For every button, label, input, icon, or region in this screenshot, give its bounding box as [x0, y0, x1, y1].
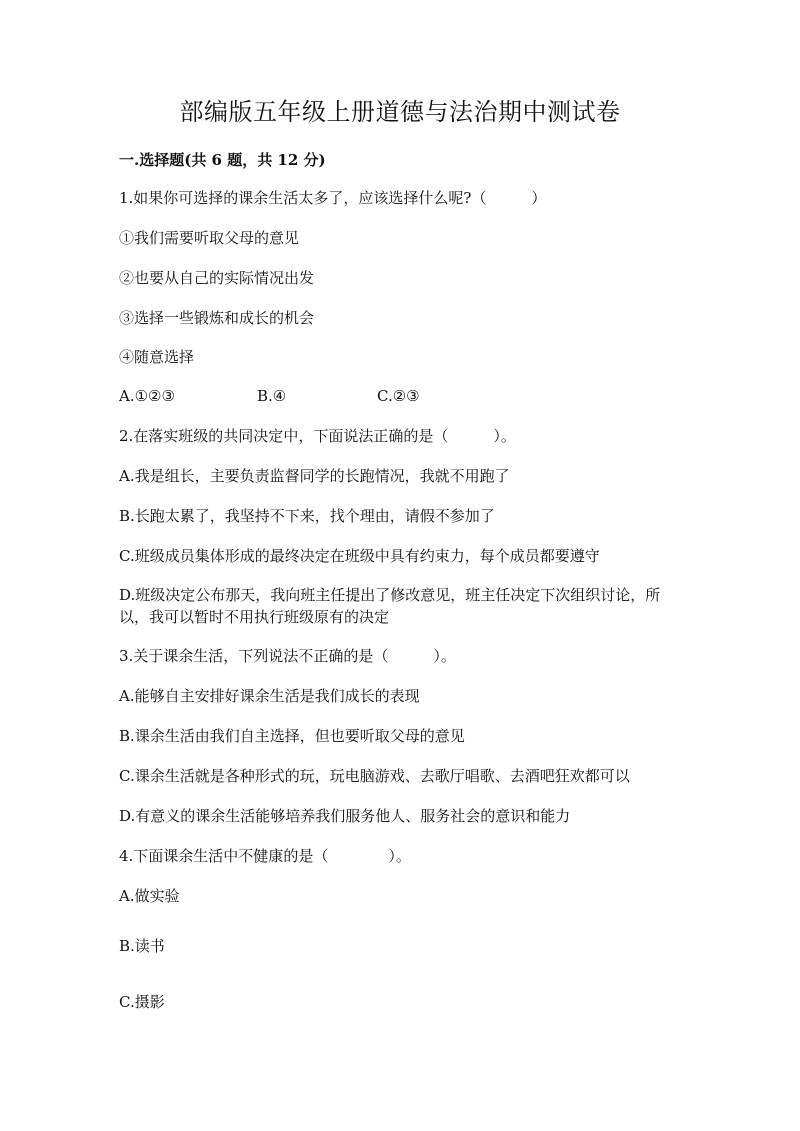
question-1-item-4: ④随意选择 — [119, 348, 195, 366]
question-1-item-3: ③选择一些锻炼和成长的机会 — [119, 309, 315, 327]
question-3-option-b: B.课余生活由我们自主选择，但也要听取父母的意见 — [119, 727, 465, 745]
question-4-option-a: A.做实验 — [119, 887, 180, 905]
question-1-item-1: ①我们需要听取父母的意见 — [119, 229, 300, 247]
question-2-stem: 2.在落实班级的共同决定中，下面说法正确的是（ ）。 — [119, 427, 516, 445]
question-3-stem: 3.关于课余生活，下列说法不正确的是（ ）。 — [119, 647, 456, 665]
question-1-stem: 1.如果你可选择的课余生活太多了，应该选择什么呢?（ ） — [119, 189, 547, 207]
question-4-stem: 4.下面课余生活中不健康的是（ ）。 — [119, 847, 411, 865]
question-1-item-2: ②也要从自己的实际情况出发 — [119, 269, 315, 287]
question-3-option-c: C.课余生活就是各种形式的玩，玩电脑游戏、去歌厅唱歌、去酒吧狂欢都可以 — [119, 767, 630, 785]
question-2-option-b: B.长跑太累了，我坚持不下来，找个理由，请假不参加了 — [119, 507, 495, 525]
question-2-option-c: C.班级成员集体形成的最终决定在班级中具有约束力，每个成员都要遵守 — [119, 547, 600, 565]
question-4-option-b: B.读书 — [119, 937, 165, 955]
question-4-option-c: C.摄影 — [119, 993, 165, 1011]
question-1-option-a: A.①②③ — [119, 387, 175, 405]
question-2-option-d: D.班级决定公布那天，我向班主任提出了修改意见，班主任决定下次组织讨论，所以，我可以暂时不用执行班级原有的决定 — [119, 586, 661, 626]
question-1-option-c: C.②③ — [377, 387, 420, 405]
exam-title: 部编版五年级上册道德与法治期中测试卷 — [179, 98, 621, 126]
question-3-option-d: D.有意义的课余生活能够培养我们服务他人、服务社会的意识和能力 — [119, 807, 571, 825]
question-2-option-a: A.我是组长，主要负责监督同学的长跑情况，我就不用跑了 — [119, 467, 510, 485]
question-1-option-b: B.④ — [257, 387, 287, 405]
question-1-options — [119, 386, 477, 406]
section-heading: 一.选择题(共 6 题，共 12 分) — [119, 151, 326, 169]
question-3-option-a: A.能够自主安排好课余生活是我们成长的表现 — [119, 687, 420, 705]
